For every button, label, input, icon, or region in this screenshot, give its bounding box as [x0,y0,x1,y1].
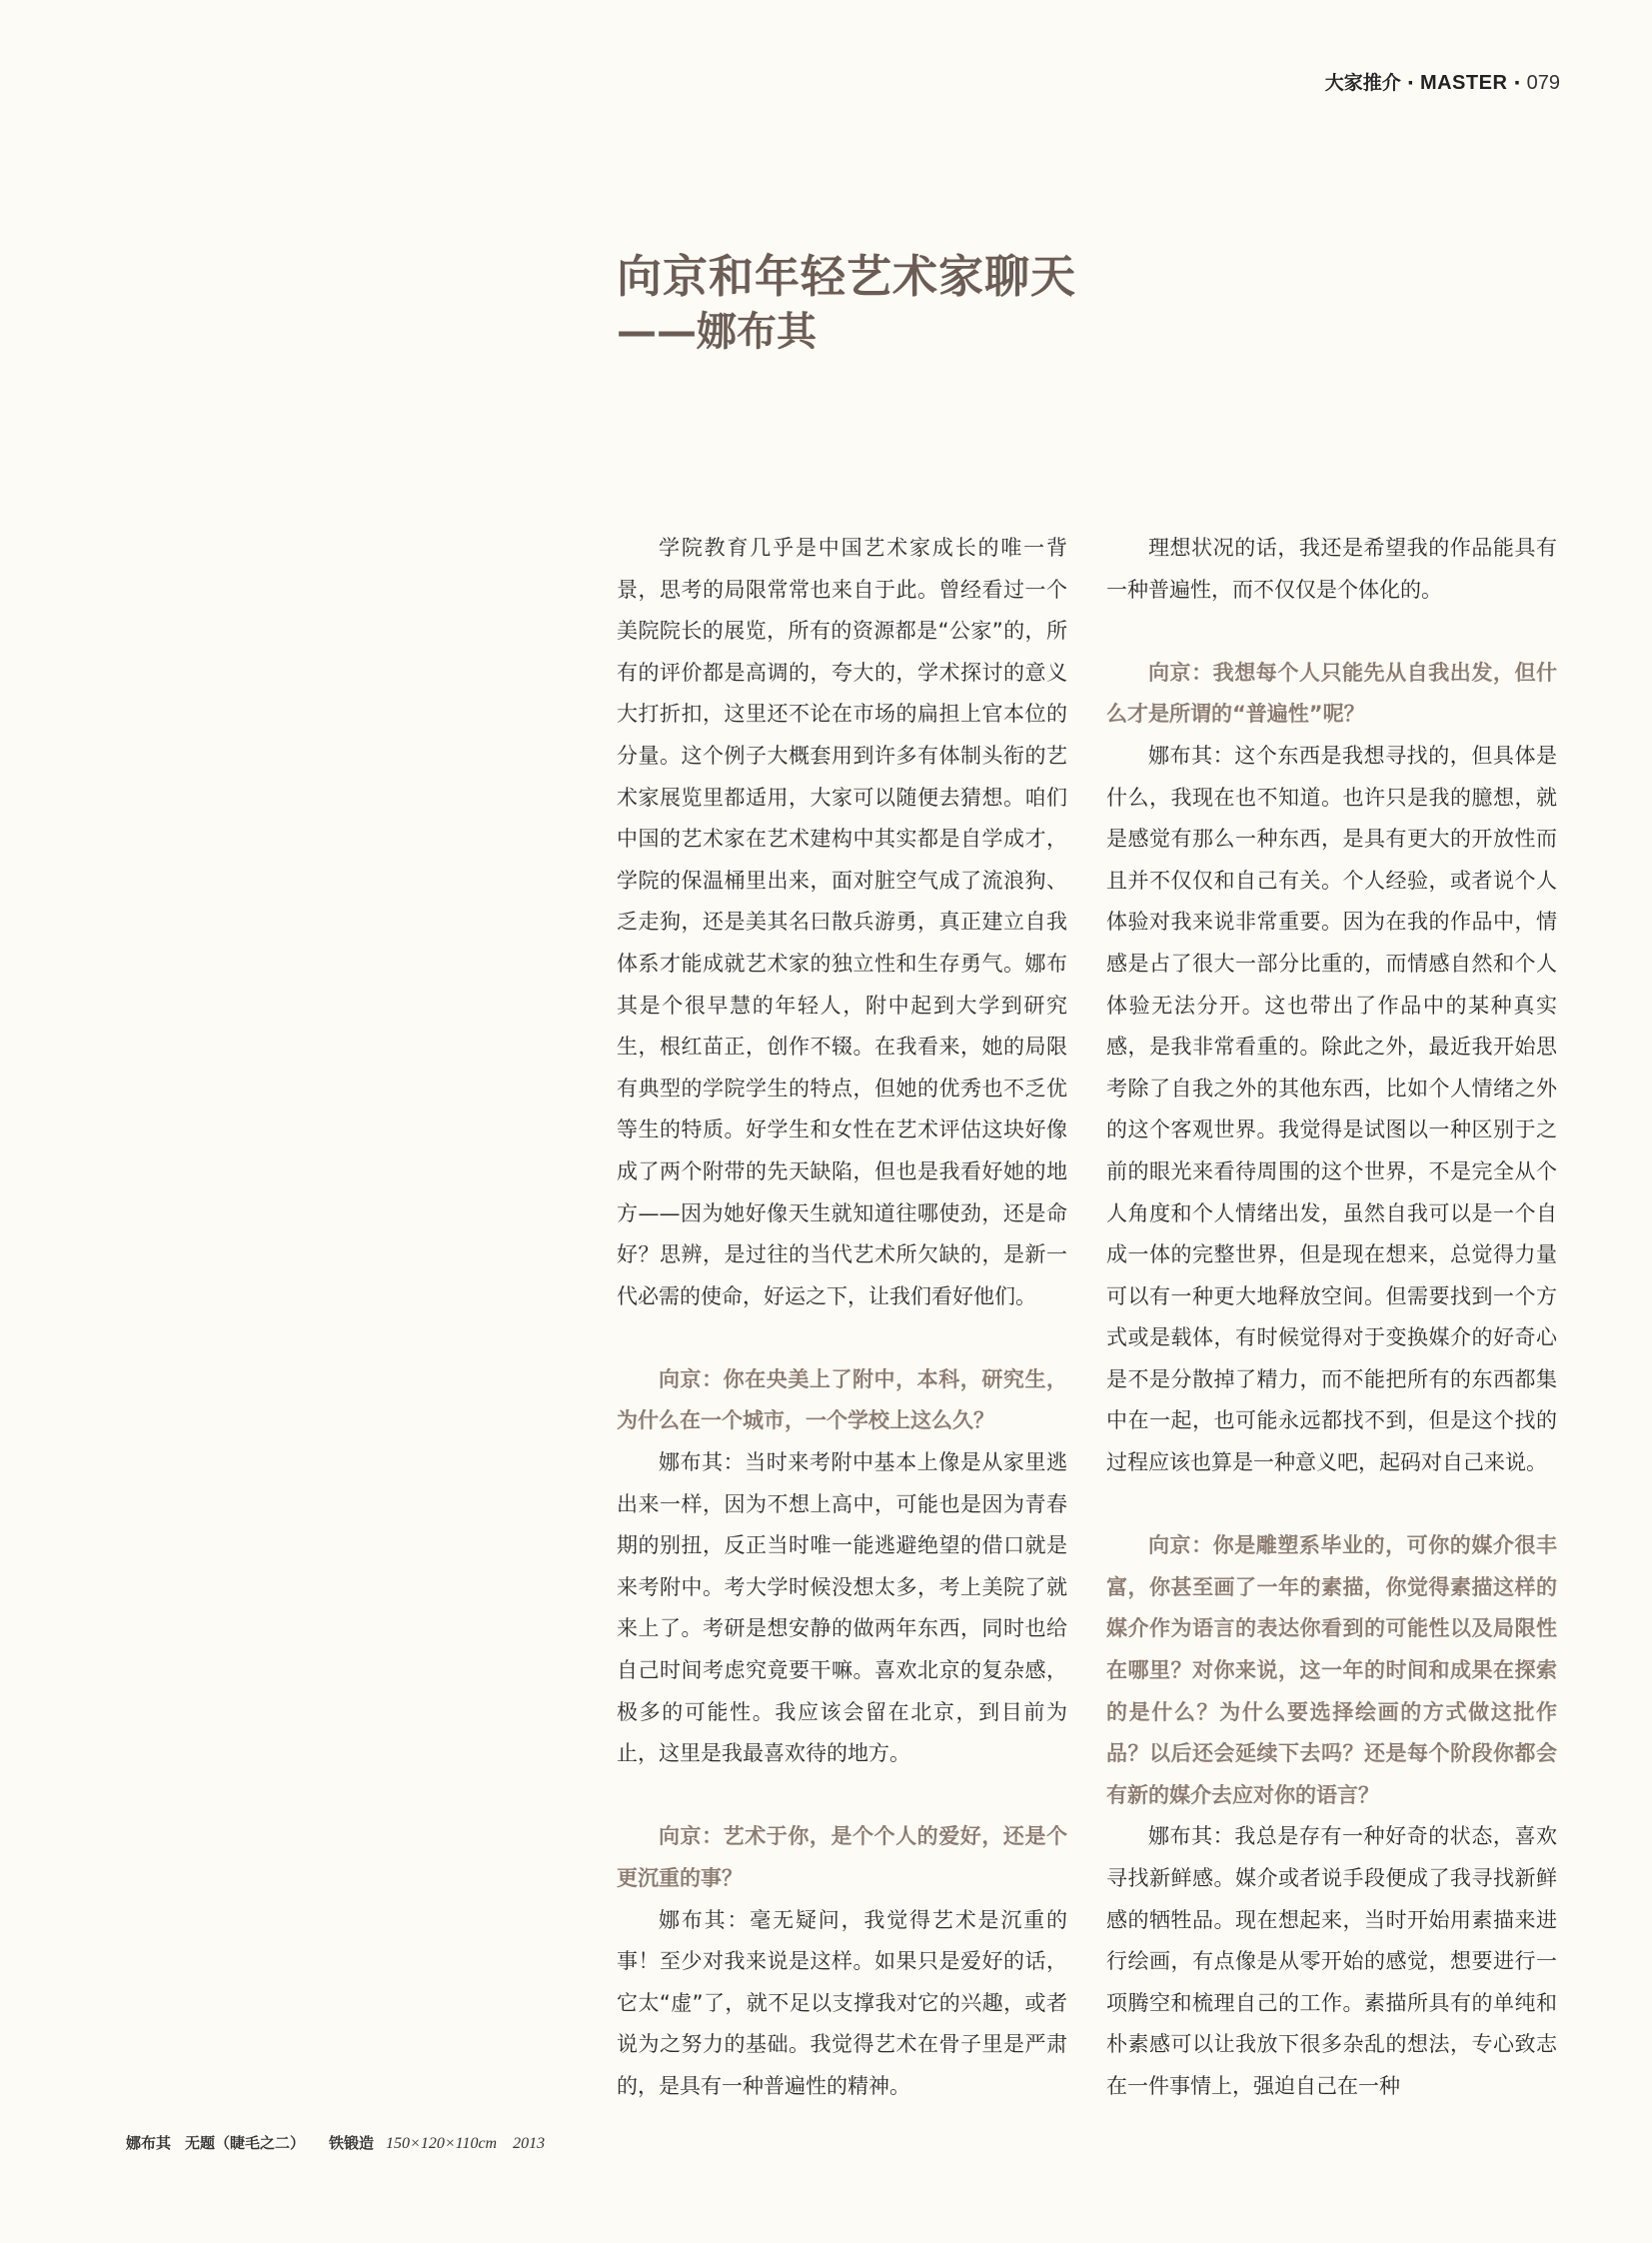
caption-dimensions: 150×120×110cm [386,2135,498,2152]
body-paragraph: 娜布其：这个东西是我想寻找的，但具体是什么，我现在也不知道。也许只是我的臆想，就是感觉有那么一种东西，是具有更大的开放性而且并不仅仅和自己有关。个人经验，或者说个人体验对我来说非常重要。因为在我的作品中，情感是占了很大一部分比重的，而情感自然和个人体验无法分开。这也带出了作品中的某种真实感，是我非常看重的。除此之外，最近我开始思考除了自我之外的其他东西，比如个人情绪之外的这个客观世界。我觉得是试图以一种区别于之前的眼光来看待周围的这个世界，不是完全从个人角度和个人情绪出发，虽然自我可以是一个自成一体的完整世界，但是现在想来，总觉得力量可以有一种更大地释放空间。但需要找到一个方式或是载体，有时候觉得对于变换媒介的好奇心是不是分散掉了精力，而不能把所有的东西都集中在一起，也可能永远都找不到，但是这个找的过程应该也算是一种意义吧，起码对自己来说。 [1106,743,1557,1475]
section-label: 大家推介 [1324,72,1401,94]
body-paragraph: 理想状况的话，我还是希望我的作品能具有一种普遍性，而不仅仅是个体化的。 [1106,536,1557,602]
interview-question: 向京：你在央美上了附中，本科，研究生，为什么在一个城市，一个学校上这么久？ [617,1366,1067,1433]
article-column-right [1106,528,1557,2108]
interview-question: 向京：你是雕塑系毕业的，可你的媒介很丰富，你甚至画了一年的素描，你觉得素描这样的媒介作为语言的表达你看到的可能性以及局限性在哪里？对你来说，这一年的时间和成果在探索的是什么？为什么要选择绘画的方式做这批作品？以后还会延续下去吗？还是每个阶段你都会有新的媒介去应对你的语言？ [1106,1533,1557,1807]
body-paragraph: 娜布其：毫无疑问，我觉得艺术是沉重的事！至少对我来说是这样。如果只是爱好的话，它太“虚”了，就不足以支撑我对它的兴趣，或者说为之努力的基础。我觉得艺术在骨子里是严肃的，是具有一种普遍性的精神。 [617,1907,1067,2098]
page-number: 079 [1526,72,1560,94]
body-paragraph: 学院教育几乎是中国艺术家成长的唯一背景，思考的局限常常也来自于此。曾经看过一个美院院长的展览，所有的资源都是“公家”的，所有的评价都是高调的，夸大的，学术探讨的意义大打折扣，这里还不论在市场的扁担上官本位的分量。这个例子大概套用到许多有体制头衔的艺术家展览里都适用，大家可以随便去猜想。咱们中国的艺术家在艺术建构中其实都是自学成才，学院的保温桶里出来，面对脏空气成了流浪狗、乏走狗，还是美其名曰散兵游勇，真正建立自我体系才能成就艺术家的独立性和生存勇气。娜布其是个很早慧的年轻人，附中起到大学到研究生，根红苗正，创作不辍。在我看来，她的局限有典型的学院学生的特点，但她的优秀也不乏优等生的特质。好学生和女性在艺术评估这块好像成了两个附带的先天缺陷，但也是我看好她的地方——因为她好像天生就知道往哪使劲，还是命好？思辨，是过往的当代艺术所欠缺的，是新一代必需的使命，好运之下，让我们看好他们。 [617,536,1067,1308]
paragraph-gap [1106,1484,1557,1526]
paragraph-gap [617,1775,1067,1817]
artwork-caption [126,2132,545,2153]
paragraph-gap [1106,611,1557,653]
interview-question: 向京：我想每个人只能先从自我出发，但什么才是所谓的“普遍性”呢？ [1106,660,1557,727]
article-subtitle: ——娜布其 [617,309,817,356]
body-paragraph: 娜布其：我总是存有一种好奇的状态，喜欢寻找新鲜感。媒介或者说手段便成了我寻找新鲜感的牺牲品。现在想起来，当时开始用素描来进行绘画，有点像是从零开始的感觉，想要进行一项腾空和梳理自己的工作。素描所具有的单纯和朴素感可以让我放下很多杂乱的想法，专心致志在一件事情上，强迫自己在一种 [1106,1824,1557,2098]
caption-year: 2013 [513,2135,546,2152]
separator-dot: · [1406,72,1414,94]
article-title-block [617,252,1076,356]
paragraph-gap [617,1317,1067,1359]
caption-material: 铁锻造 [329,2134,375,2152]
page-header [1325,68,1560,95]
interview-question: 向京：艺术于你，是个个人的爱好，还是个更沉重的事？ [617,1824,1067,1890]
article-title: 向京和年轻艺术家聊天 [617,250,1077,303]
body-paragraph: 娜布其：当时来考附中基本上像是从家里逃出来一样，因为不想上高中，可能也是因为青春期的别扭，反正当时唯一能逃避绝望的借口就是来考附中。考大学时候没想太多，考上美院了就来上了。考研是想安静的做两年东西，同时也给自己时间考虑究竟要干嘛。喜欢北京的复杂感，极多的可能性。我应该会留在北京，到目前为止，这里是我最喜欢待的地方。 [617,1450,1067,1766]
caption-work-title: 无题（睫毛之二） [185,2134,306,2152]
magazine-brand: MASTER [1419,72,1508,94]
caption-artist: 娜布其 [126,2134,172,2152]
article-column-left [617,528,1067,2108]
separator-dot: · [1513,72,1521,94]
